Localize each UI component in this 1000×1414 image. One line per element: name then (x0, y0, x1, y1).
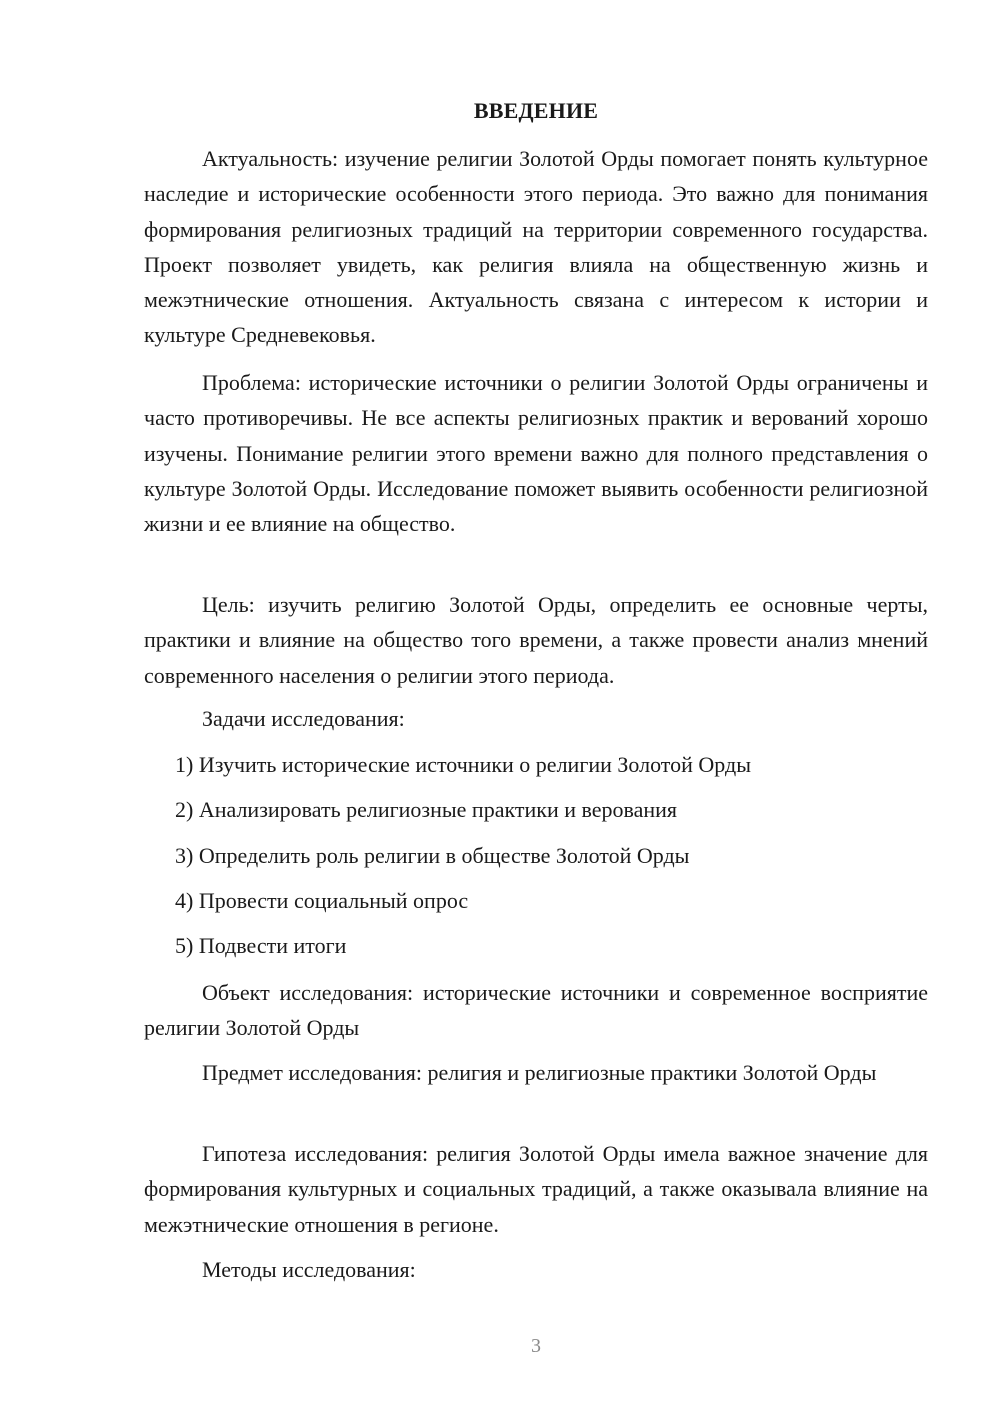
paragraph-problem: Проблема: исторические источники о религии Золотой Орды ограничены и часто противоречивы. Не все аспекты религиозных практик и верований хорошо изучены. Понимание религии этого времени важно для полного представления о культуре Золотой Орды. Исследование поможет выявить особенности религиозной жизни и ее влияние на общество. (144, 370, 928, 537)
paragraph-relevance: Актуальность: изучение религии Золотой Орды помогает понять культурное наследие и исторические особенности этого периода. Это важно для понимания формирования религиозных традиций на территории современного государства. Проект позволяет увидеть, как религия влияла на общественную жизнь и межэтнические отношения. Актуальность связана с интересом к истории и культуре Средневековья. (144, 146, 928, 348)
tasks-list (144, 792, 928, 827)
paragraph-goal: Цель: изучить религию Золотой Орды, определить ее основные черты, практики и влияние на общество того времени, а также провести анализ мнений современного населения о религии этого периода. (144, 592, 928, 688)
paragraph-object: Объект исследования: исторические источники и современное восприятие религии Золотой Орды (144, 980, 928, 1041)
section-body (144, 1136, 928, 1242)
section-body (144, 701, 928, 736)
section-body (144, 1055, 928, 1090)
paragraph-tasks-heading: Задачи исследования: (202, 706, 405, 731)
tasks-list (144, 883, 928, 918)
task-item-3: 3) Определить роль религии в обществе Золотой Орды (175, 843, 690, 868)
section-body (144, 587, 928, 693)
task-item-4: 4) Провести социальный опрос (175, 888, 469, 913)
paragraph-methods-heading: Методы исследования: (202, 1257, 416, 1282)
task-item-1: 1) Изучить исторические источники о религии Золотой Орды (175, 752, 751, 777)
tasks-list (144, 928, 928, 963)
section-body (144, 365, 928, 541)
task-item-2: 2) Анализировать религиозные практики и верования (175, 797, 678, 822)
page-number: 3 (531, 1335, 541, 1357)
section-body (144, 975, 928, 1046)
task-item-5: 5) Подвести итоги (175, 933, 347, 958)
tasks-list (144, 747, 928, 782)
paragraph-subject: Предмет исследования: религия и религиозные практики Золотой Орды (202, 1060, 877, 1085)
tasks-list (144, 838, 928, 873)
section-body (144, 141, 928, 353)
section-title: ВВЕДЕНИЕ (473, 98, 599, 123)
section-body (144, 1252, 928, 1287)
paragraph-hypothesis: Гипотеза исследования: религия Золотой Орды имела важное значение для формирования культурных и социальных традиций, а также оказывала влияние на межэтнические отношения в регионе. (144, 1141, 928, 1237)
